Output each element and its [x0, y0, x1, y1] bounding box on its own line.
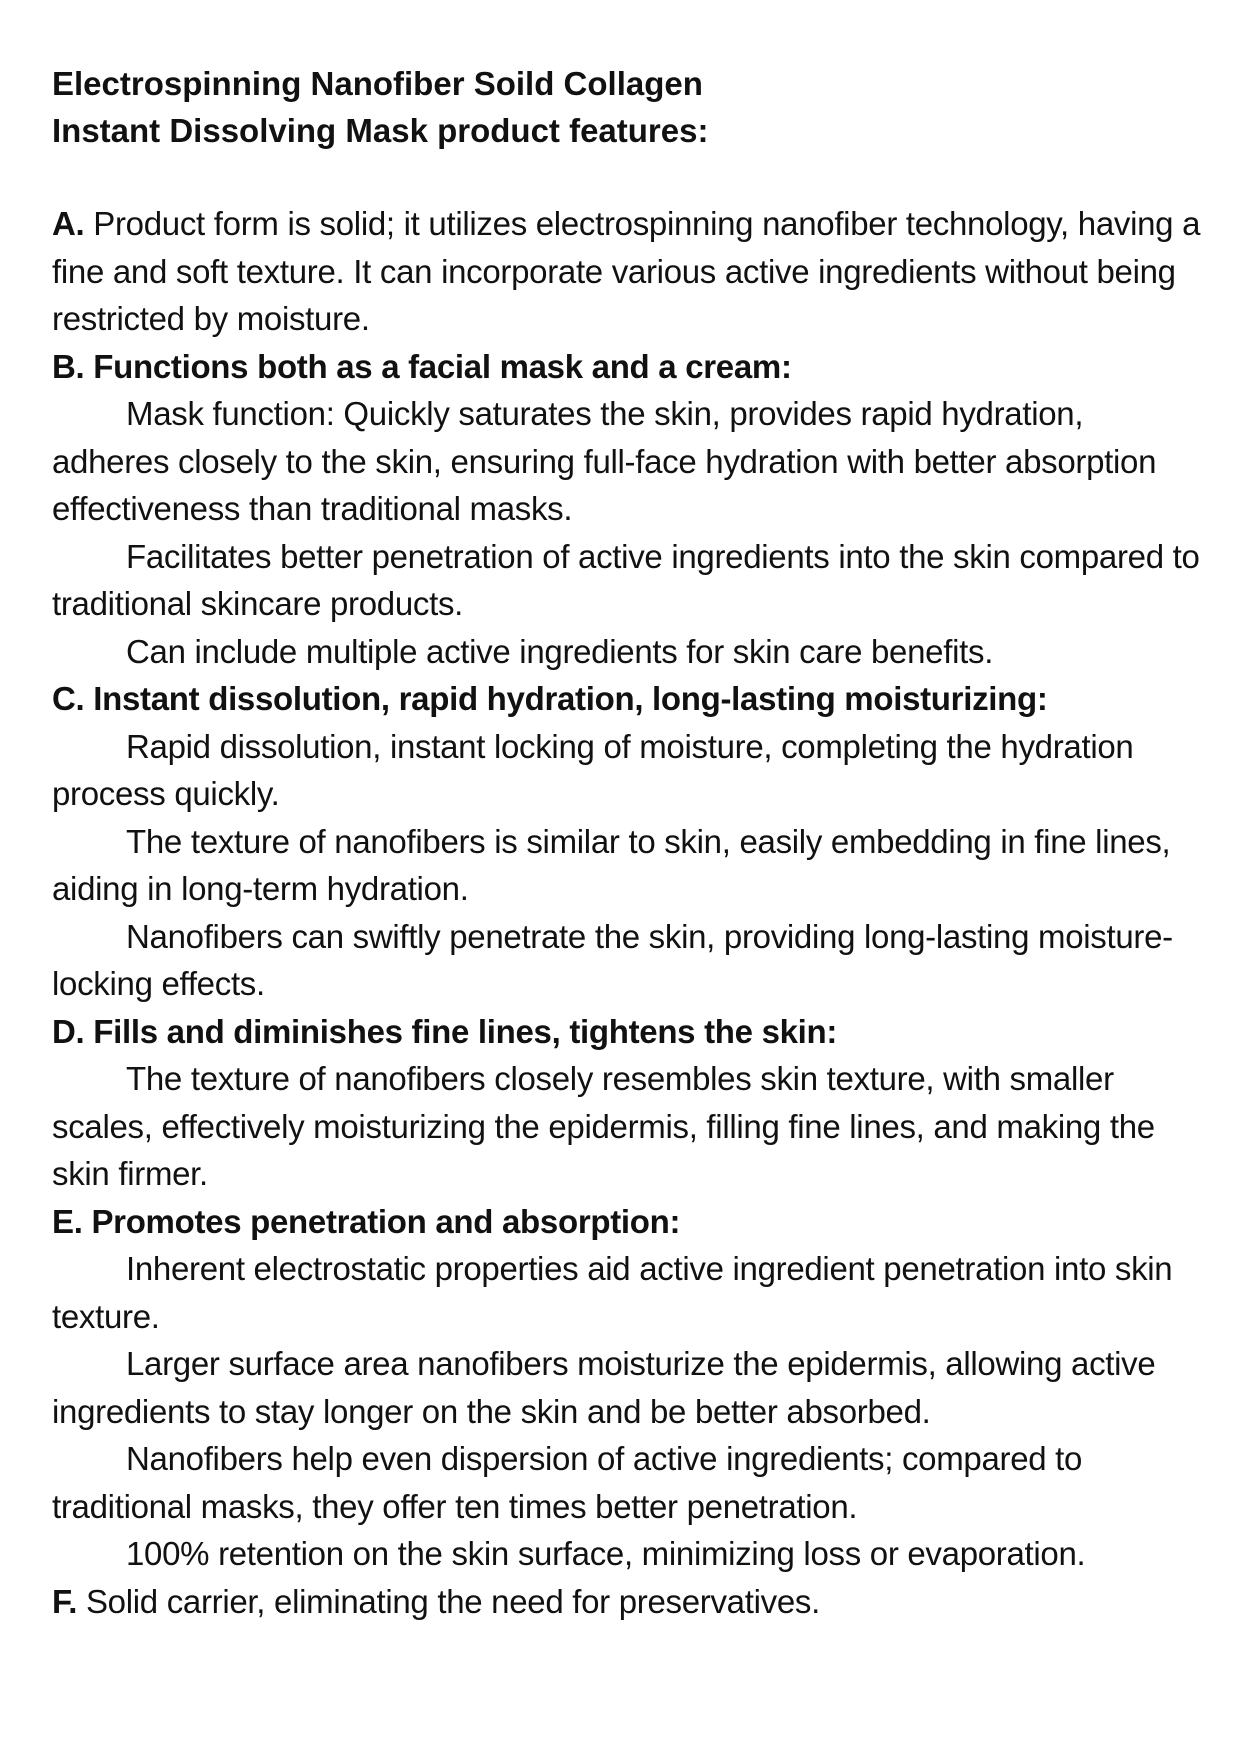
feature-c-paragraph: Rapid dissolution, instant locking of moisture, completing the hydration process quickly.: [52, 727, 1134, 812]
feature-f-text: Solid carrier, eliminating the need for preservatives.: [85, 1582, 820, 1620]
feature-e-paragraph: Larger surface area nanofibers moisturize the epidermis, allowing active ingredients to stay longer on the skin and be better absorbed.: [52, 1345, 1156, 1430]
feature-d-paragraph: The texture of nanofibers closely resembles skin texture, with smaller scales, effectively moisturizing the epidermis, filling fine lines, and making the skin firmer.: [52, 1060, 1155, 1192]
document-title: [52, 60, 1202, 154]
feature-e-paragraph: Nanofibers help even dispersion of active ingredients; compared to traditional masks, they offer ten times better penetration.: [52, 1440, 1083, 1525]
feature-b-paragraph: Can include multiple active ingredients for skin care benefits.: [126, 632, 994, 670]
feature-c-paragraph: The texture of nanofibers is similar to skin, easily embedding in fine lines, aiding in long-term hydration.: [52, 822, 1171, 907]
feature-a-text: Product form is solid; it utilizes electrospinning nanofiber technology, having a fine and soft texture. It can incorporate various active ingredients without being restricted by moisture.: [52, 205, 1201, 337]
feature-d-heading: D. Fills and diminishes fine lines, tightens the skin:: [52, 1012, 838, 1050]
feature-f-label: F.: [52, 1582, 78, 1620]
feature-list: [52, 200, 1202, 1625]
document-page: [52, 60, 1202, 1625]
feature-b-paragraph: Facilitates better penetration of active ingredients into the skin compared to traditional skincare products.: [52, 537, 1200, 622]
feature-f: [52, 1578, 1202, 1626]
feature-a: [52, 200, 1202, 343]
feature-c-paragraph: Nanofibers can swiftly penetrate the skin, providing long-lasting moisture-locking effects.: [52, 917, 1173, 1002]
feature-e-heading: E. Promotes penetration and absorption:: [52, 1202, 681, 1240]
title-line-2: Instant Dissolving Mask product features:: [52, 112, 709, 149]
feature-c-heading: C. Instant dissolution, rapid hydration, long-lasting moisturizing:: [52, 680, 1048, 717]
feature-a-label: A.: [52, 205, 85, 242]
feature-e-paragraph: 100% retention on the skin surface, minimizing loss or evaporation.: [126, 1535, 1086, 1572]
feature-b-paragraph: Mask function: Quickly saturates the skin, provides rapid hydration, adheres closely to the skin, ensuring full-face hydration with better absorption effectiveness than traditional masks.: [52, 395, 1157, 527]
feature-e-paragraph: Inherent electrostatic properties aid active ingredient penetration into skin texture.: [52, 1250, 1173, 1335]
feature-b-heading: B. Functions both as a facial mask and a cream:: [52, 347, 792, 385]
title-line-1: Electrospinning Nanofiber Soild Collagen: [52, 65, 703, 102]
